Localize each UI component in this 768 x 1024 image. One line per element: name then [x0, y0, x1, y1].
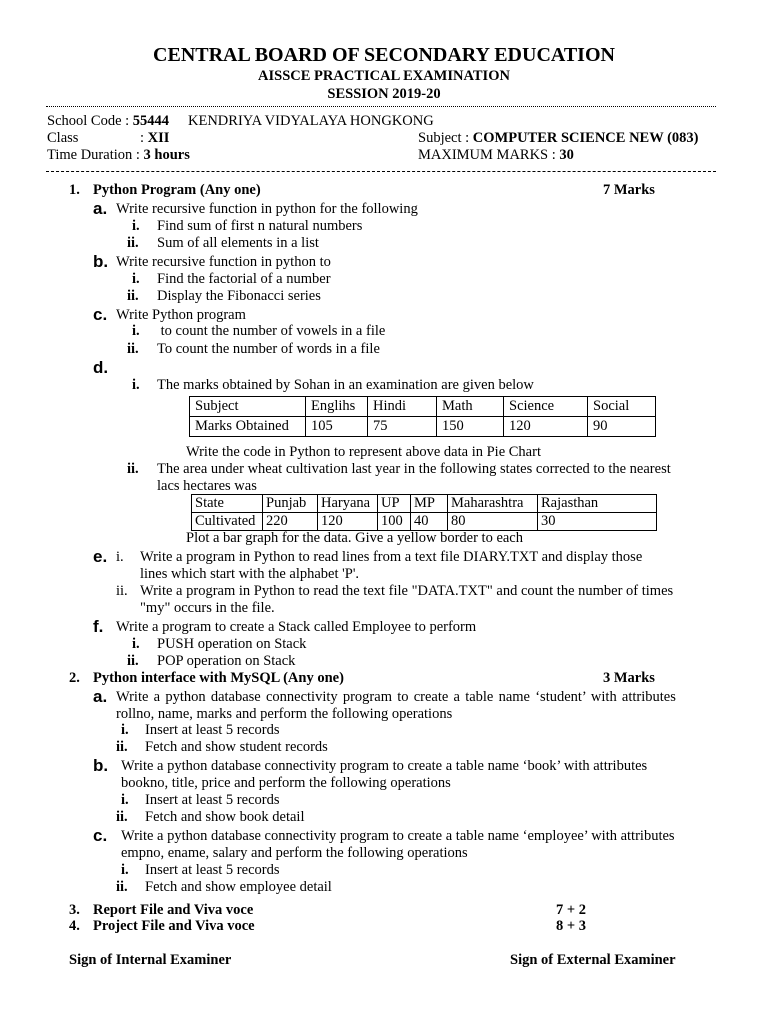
table-cell: Englihs — [306, 397, 368, 417]
q1a-ii-text: Sum of all elements in a list — [157, 235, 319, 251]
duration-label: Time Duration : — [47, 147, 140, 163]
table-cell: Rajasthan — [538, 495, 657, 513]
class-sep: : — [140, 130, 145, 146]
q1c-i-text: to count the number of vowels in a file — [157, 323, 386, 339]
max-marks-label: MAXIMUM MARKS : — [418, 147, 556, 163]
q3-marks: 7 + 2 — [556, 902, 587, 918]
q2b-letter: b. — [93, 756, 109, 775]
q3-title: Report File and Viva voce — [93, 902, 254, 918]
q2b-i-num: i. — [121, 792, 129, 808]
q2-title: Python interface with MySQL (Any one) — [93, 670, 344, 686]
table-cell: Cultivated — [192, 513, 263, 531]
table-cell: Haryana — [318, 495, 378, 513]
table-cell: Maharashtra — [448, 495, 538, 513]
table-row — [192, 495, 657, 513]
q1c-text: Write Python program — [116, 307, 246, 323]
marks-table — [189, 396, 656, 437]
q1d-ii-line1: The area under wheat cultivation last year in the following states corrected to the nearest — [157, 461, 671, 477]
q1a-i-text: Find sum of first n natural numbers — [157, 218, 363, 234]
school-code-label: School Code : — [47, 113, 130, 129]
table-cell: Social — [588, 397, 656, 417]
dashed-divider — [46, 171, 716, 172]
session-title: SESSION 2019-20 — [327, 86, 441, 102]
q1f-letter: f. — [93, 617, 104, 636]
table-row — [190, 397, 656, 417]
table-cell: Math — [437, 397, 504, 417]
q4-number: 4. — [69, 918, 80, 934]
external-examiner-sign: Sign of External Examiner — [510, 952, 676, 968]
q1f-ii-num: ii. — [127, 653, 139, 669]
q4-marks: 8 + 3 — [556, 918, 587, 934]
table-cell: Marks Obtained — [190, 417, 306, 437]
q1f-i-text: PUSH operation on Stack — [157, 636, 307, 652]
exam-title: AISSCE PRACTICAL EXAMINATION — [258, 68, 510, 84]
table-cell: 80 — [448, 513, 538, 531]
table-cell: 40 — [411, 513, 448, 531]
q1b-ii-text: Display the Fibonacci series — [157, 288, 321, 304]
q1f-ii-text: POP operation on Stack — [157, 653, 296, 669]
q1a-letter: a. — [93, 199, 108, 218]
q2b-line2: bookno, title, price and perform the following operations — [121, 775, 451, 791]
table-cell: 120 — [318, 513, 378, 531]
q1a-i-num: i. — [132, 218, 140, 234]
q2-number: 2. — [69, 670, 80, 686]
cultivation-table — [191, 494, 657, 531]
duration-value: 3 hours — [143, 147, 190, 163]
table-row — [192, 513, 657, 531]
q2a-letter: a. — [93, 687, 108, 706]
duration-row — [47, 147, 190, 164]
q1d-ii-line2: lacs hectares was — [157, 478, 257, 494]
q1c-ii-text: To count the number of words in a file — [157, 341, 380, 357]
q1e-ii-line2: "my" occurs in the file. — [140, 600, 275, 616]
q1e-i-line1: Write a program in Python to read lines from a text file DIARY.TXT and display those — [140, 549, 643, 565]
q1d-letter: d. — [93, 358, 109, 377]
table-cell: State — [192, 495, 263, 513]
q2a-line2: rollno, name, marks and perform the following operations — [116, 706, 453, 722]
board-title: CENTRAL BOARD OF SECONDARY EDUCATION — [153, 44, 615, 66]
q2c-ii-text: Fetch and show employee detail — [145, 879, 332, 895]
school-code-row — [47, 113, 169, 130]
school-code: 55444 — [132, 113, 170, 129]
q2c-letter: c. — [93, 826, 108, 845]
q2b-line1: Write a python database connectivity program to create a table name ‘book’ with attributes — [121, 758, 648, 774]
q1d-i-after: Write the code in Python to represent above data in Pie Chart — [186, 444, 541, 460]
q2b-ii-text: Fetch and show book detail — [145, 809, 305, 825]
q1b-i-text: Find the factorial of a number — [157, 271, 331, 287]
internal-examiner-sign: Sign of Internal Examiner — [69, 952, 232, 968]
class-row — [140, 130, 169, 147]
q2a-i-text: Insert at least 5 records — [145, 722, 280, 738]
table-cell: 150 — [437, 417, 504, 437]
q1b-ii-num: ii. — [127, 288, 139, 304]
q1e-letter: e. — [93, 547, 108, 566]
q1c-i-num: i. — [132, 323, 140, 339]
q1-marks: 7 Marks — [603, 182, 655, 198]
table-cell: Hindi — [368, 397, 437, 417]
subject-row — [418, 130, 699, 147]
q1b-letter: b. — [93, 252, 109, 271]
table-row — [190, 417, 656, 437]
q1d-i-text: The marks obtained by Sohan in an examination are given below — [157, 377, 534, 393]
q2a-ii-num: ii. — [116, 739, 128, 755]
q4-title: Project File and Viva voce — [93, 918, 255, 934]
q3-number: 3. — [69, 902, 80, 918]
table-cell: Punjab — [263, 495, 318, 513]
q1-title: Python Program (Any one) — [93, 182, 261, 198]
q1f-text: Write a program to create a Stack called Employee to perform — [116, 619, 477, 635]
q1e-ii-line1: Write a program in Python to read the text file "DATA.TXT" and count the number of times — [140, 583, 674, 599]
q1a-ii-num: ii. — [127, 235, 139, 251]
q2c-line1: Write a python database connectivity program to create a table name ‘employee’ with attributes — [121, 828, 675, 844]
q1-number: 1. — [69, 182, 80, 198]
table-cell: Science — [504, 397, 588, 417]
q1b-text: Write recursive function in python to — [116, 254, 331, 270]
q1e-i-num: i. — [116, 549, 124, 565]
q1a-text: Write recursive function in python for the following — [116, 201, 418, 217]
table-cell: 120 — [504, 417, 588, 437]
q1f-i-num: i. — [132, 636, 140, 652]
q1b-i-num: i. — [132, 271, 140, 287]
school-name: KENDRIYA VIDYALAYA HONGKONG — [188, 113, 434, 129]
q2b-ii-num: ii. — [116, 809, 128, 825]
table-cell: 220 — [263, 513, 318, 531]
q2c-i-num: i. — [121, 862, 129, 878]
table-cell: 90 — [588, 417, 656, 437]
table-cell: 75 — [368, 417, 437, 437]
max-marks-value: 30 — [559, 147, 574, 163]
q2a-line1: Write a python database connectivity program to create a table name ‘student’ with attributes — [116, 689, 676, 705]
q1e-i-line2: lines which start with the alphabet 'P'. — [140, 566, 360, 582]
q2c-line2: empno, ename, salary and perform the following operations — [121, 845, 468, 861]
max-marks-row — [418, 147, 574, 164]
q2a-ii-text: Fetch and show student records — [145, 739, 328, 755]
dotted-divider — [46, 106, 716, 107]
q2b-i-text: Insert at least 5 records — [145, 792, 280, 808]
q1d-ii-after: Plot a bar graph for the data. Give a yellow border to each — [186, 530, 523, 546]
q2c-i-text: Insert at least 5 records — [145, 862, 280, 878]
q1d-ii-num: ii. — [127, 461, 139, 477]
q2-marks: 3 Marks — [603, 670, 655, 686]
table-cell: 100 — [378, 513, 411, 531]
q2c-ii-num: ii. — [116, 879, 128, 895]
q2a-i-num: i. — [121, 722, 129, 738]
q1d-i-num: i. — [132, 377, 140, 393]
table-cell: UP — [378, 495, 411, 513]
table-cell: 30 — [538, 513, 657, 531]
q1e-ii-num: ii. — [116, 583, 128, 599]
subject-value: COMPUTER SCIENCE NEW (083) — [472, 130, 699, 146]
class-label: Class — [47, 130, 79, 146]
q1c-letter: c. — [93, 305, 108, 324]
table-cell: MP — [411, 495, 448, 513]
q1c-ii-num: ii. — [127, 341, 139, 357]
table-cell: 105 — [306, 417, 368, 437]
table-cell: Subject — [190, 397, 306, 417]
subject-label: Subject : — [418, 130, 470, 146]
class-value: XII — [147, 130, 170, 146]
